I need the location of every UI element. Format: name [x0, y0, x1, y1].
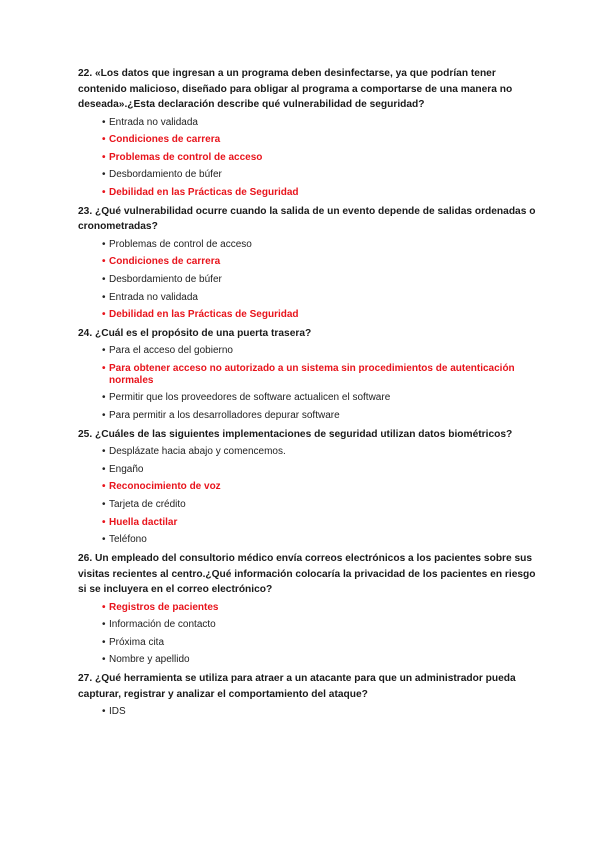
option: • Próxima cita — [102, 634, 538, 652]
correct-option: • Condiciones de carrera — [102, 254, 538, 272]
option: • Teléfono — [102, 531, 538, 549]
question-block — [78, 66, 538, 202]
option: • Nombre y apellido — [102, 652, 538, 670]
question-block — [78, 671, 538, 721]
option: • Información de contacto — [102, 616, 538, 634]
question-block — [78, 326, 538, 425]
correct-option: • Debilidad en las Prácticas de Seguridad — [102, 184, 538, 202]
option: • IDS — [102, 703, 538, 721]
correct-option: • Huella dactilar — [102, 514, 538, 532]
question-block — [78, 551, 538, 669]
option: • Entrada no validada — [102, 289, 538, 307]
option: • Desbordamiento de búfer — [102, 167, 538, 185]
question-text: 23. ¿Qué vulnerabilidad ocurre cuando la salida de un evento depende de salidas ordenadas o cronometradas? — [78, 205, 536, 233]
correct-option: • Debilidad en las Prácticas de Seguridad — [102, 306, 538, 324]
correct-option: • Para obtener acceso no autorizado a un sistema sin procedimientos de autenticación normales — [102, 360, 538, 390]
question-text: 25. ¿Cuáles de las siguientes implementaciones de seguridad utilizan datos biométricos? — [78, 428, 513, 440]
document-page — [78, 66, 538, 723]
option: • Para permitir a los desarrolladores depurar software — [102, 407, 538, 425]
question-text: 26. Un empleado del consultorio médico envía correos electrónicos a los pacientes sobre sus visitas recientes al centro.¿Qué información colocaría la privacidad de los pacientes en riesgo si se incluyera en el correo electrónico? — [78, 553, 536, 596]
option: • Desplázate hacia abajo y comencemos. — [102, 443, 538, 461]
option-list — [78, 703, 538, 721]
option: • Permitir que los proveedores de software actualicen el software — [102, 390, 538, 408]
option: • Engaño — [102, 461, 538, 479]
question-text: 22. «Los datos que ingresan a un programa deben desinfectarse, ya que podrían tener contenido malicioso, diseñado para obligar al programa a comportarse de una manera no deseada».¿Esta declaración describe qué vulnerabilidad de seguridad? — [78, 68, 513, 111]
option: • Tarjeta de crédito — [102, 496, 538, 514]
correct-option: • Condiciones de carrera — [102, 131, 538, 149]
option-list — [78, 599, 538, 669]
option: • Entrada no validada — [102, 114, 538, 132]
option-list — [78, 114, 538, 202]
option-list — [78, 443, 538, 549]
correct-option: • Registros de pacientes — [102, 599, 538, 617]
option: • Para el acceso del gobierno — [102, 343, 538, 361]
question-text: 27. ¿Qué herramienta se utiliza para atraer a un atacante para que un administrador pueda capturar, registrar y analizar el comportamiento del ataque? — [78, 673, 516, 700]
question-block — [78, 204, 538, 324]
option-list — [78, 236, 538, 324]
question-block — [78, 427, 538, 549]
option-list — [78, 343, 538, 425]
option: • Desbordamiento de búfer — [102, 271, 538, 289]
question-text: 24. ¿Cuál es el propósito de una puerta trasera? — [78, 327, 312, 339]
correct-option: • Problemas de control de acceso — [102, 149, 538, 167]
option: • Problemas de control de acceso — [102, 236, 538, 254]
correct-option: • Reconocimiento de voz — [102, 479, 538, 497]
